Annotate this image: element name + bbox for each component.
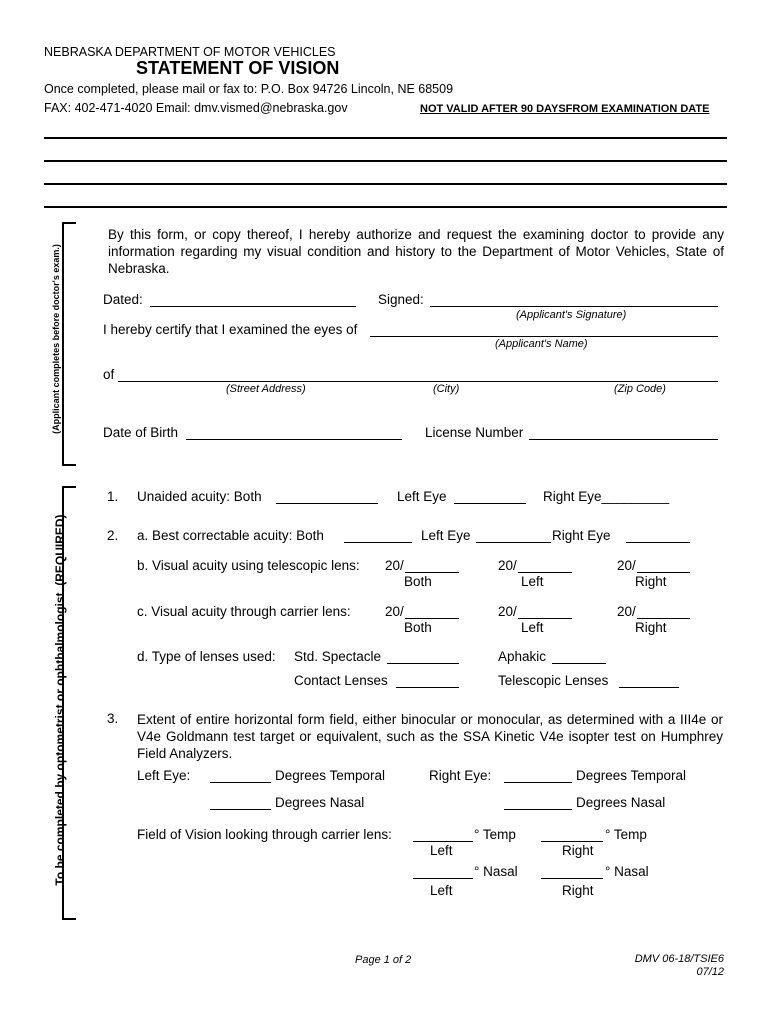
agency-name: NEBRASKA DEPARTMENT OF MOTOR VEHICLES bbox=[44, 45, 336, 59]
dated-field[interactable] bbox=[150, 306, 356, 307]
dob-field[interactable] bbox=[186, 439, 402, 440]
city-caption: (City) bbox=[433, 383, 460, 395]
q2b-right-prefix: 20/ bbox=[617, 558, 636, 573]
name-caption: (Applicant's Name) bbox=[495, 338, 588, 350]
form-code: DMV 06-18/TSIE6 bbox=[634, 953, 724, 965]
header-rule-4 bbox=[44, 206, 727, 208]
certify-label: I hereby certify that I examined the eyes of bbox=[103, 322, 358, 337]
carrier-right-nasal-field[interactable] bbox=[541, 878, 603, 879]
license-number-field[interactable] bbox=[529, 439, 718, 440]
left-temporal-field[interactable] bbox=[210, 782, 271, 783]
q2c-label: c. Visual acuity through carrier lens: bbox=[137, 604, 351, 619]
left-nasal-label: Degrees Nasal bbox=[275, 795, 365, 810]
signed-label: Signed: bbox=[378, 292, 424, 307]
q3-number: 3. bbox=[107, 711, 119, 726]
contact-lenses-field[interactable] bbox=[396, 687, 459, 688]
applicant-section-bracket bbox=[62, 222, 76, 466]
q2a-label: a. Best correctable acuity: Both bbox=[137, 528, 324, 543]
carrier-right-temp-caption: Right bbox=[562, 843, 594, 858]
q2a-right-eye-field[interactable] bbox=[626, 542, 690, 543]
page-number: Page 1 of 2 bbox=[355, 954, 412, 966]
q1-both-field[interactable] bbox=[276, 503, 378, 504]
q2a-left-eye-field[interactable] bbox=[476, 542, 551, 543]
q2c-left-caption: Left bbox=[521, 620, 544, 635]
q2c-right-caption: Right bbox=[635, 620, 667, 635]
carrier-left-nasal-caption: Left bbox=[430, 883, 453, 898]
carrier-left-temp-label: ° Temp bbox=[474, 827, 516, 842]
std-spectacle-label: Std. Spectacle bbox=[294, 649, 382, 664]
doctor-side-label: To be completed by optometrist or ophthalmologist. (REQUIRED) bbox=[53, 514, 67, 886]
right-temporal-label: Degrees Temporal bbox=[576, 768, 687, 783]
q2b-left-field[interactable] bbox=[518, 572, 572, 573]
contact-lenses-label: Contact Lenses bbox=[294, 673, 388, 688]
validity-notice: NOT VALID AFTER 90 DAYSFROM EXAMINATION DATE bbox=[420, 103, 710, 115]
dob-label: Date of Birth bbox=[103, 425, 179, 440]
q2-number: 2. bbox=[107, 528, 119, 543]
mail-instructions: Once completed, please mail or fax to: P.O. Box 94726 Lincoln, NE 68509 bbox=[44, 82, 454, 96]
carrier-right-nasal-label: ° Nasal bbox=[605, 864, 649, 879]
q2b-left-prefix: 20/ bbox=[498, 558, 517, 573]
dated-label: Dated: bbox=[103, 292, 143, 307]
signature-field[interactable] bbox=[430, 306, 718, 307]
right-temporal-field[interactable] bbox=[504, 782, 572, 783]
carrier-left-nasal-field[interactable] bbox=[413, 878, 473, 879]
q2c-left-field[interactable] bbox=[518, 618, 572, 619]
q3-right-eye-label: Right Eye: bbox=[429, 768, 492, 783]
q1-right-eye-label[interactable]: Right Eye_________ bbox=[543, 489, 670, 504]
q2c-both-caption: Both bbox=[404, 620, 432, 635]
q2b-both-prefix: 20/ bbox=[385, 558, 404, 573]
q1-left-eye-label: Left Eye bbox=[397, 489, 447, 504]
applicant-side-label: (Applicant completes before doctor's exam.) bbox=[51, 244, 61, 434]
signature-caption: (Applicant's Signature) bbox=[516, 309, 627, 321]
left-temporal-label: Degrees Temporal bbox=[275, 768, 386, 783]
carrier-left-temp-caption: Left bbox=[430, 843, 453, 858]
q2b-right-caption: Right bbox=[635, 574, 667, 589]
carrier-right-nasal-caption: Right bbox=[562, 883, 594, 898]
applicant-name-field[interactable] bbox=[370, 336, 718, 337]
carrier-right-temp-field[interactable] bbox=[541, 841, 603, 842]
q3-left-eye-label: Left Eye: bbox=[137, 768, 191, 783]
telescopic-lenses-label: Telescopic Lenses bbox=[498, 673, 609, 688]
q2d-label: d. Type of lenses used: bbox=[137, 649, 276, 664]
q2c-both-prefix: 20/ bbox=[385, 604, 404, 619]
header-rule-3 bbox=[44, 183, 727, 185]
q2c-right-field[interactable] bbox=[637, 618, 690, 619]
address-field[interactable] bbox=[118, 381, 718, 382]
aphakic-field[interactable] bbox=[552, 663, 606, 664]
q2c-both-field[interactable] bbox=[405, 618, 459, 619]
street-caption: (Street Address) bbox=[226, 383, 306, 395]
q2c-right-prefix: 20/ bbox=[617, 604, 636, 619]
form-date: 07/12 bbox=[696, 966, 724, 978]
of-label: of bbox=[103, 367, 115, 382]
q3-text: Extent of entire horizontal form field, either binocular or monocular, as determined with a III4e or V4e Goldmann test target or equivalent, such as the SSA Kinetic V4e isopter test on Humphrey Field Analyzers. bbox=[137, 712, 723, 761]
q2c-left-prefix: 20/ bbox=[498, 604, 517, 619]
fax-email-line: FAX: 402-471-4020 Email: dmv.vismed@nebraska.gov bbox=[44, 101, 348, 115]
header-rule-2 bbox=[44, 160, 727, 162]
aphakic-label: Aphakic bbox=[498, 649, 547, 664]
telescopic-lenses-field[interactable] bbox=[619, 687, 679, 688]
header-rule-1 bbox=[44, 137, 727, 139]
q2a-left-eye-label: Left Eye bbox=[421, 528, 471, 543]
zip-caption: (Zip Code) bbox=[614, 383, 666, 395]
right-nasal-label: Degrees Nasal bbox=[576, 795, 666, 810]
q2b-left-caption: Left bbox=[521, 574, 544, 589]
q2b-label: b. Visual acuity using telescopic lens: bbox=[137, 558, 360, 573]
q2a-both-field[interactable] bbox=[344, 542, 412, 543]
license-label: License Number bbox=[425, 425, 524, 440]
q2b-both-caption: Both bbox=[404, 574, 432, 589]
carrier-right-temp-label: ° Temp bbox=[605, 827, 647, 842]
authorization-text: By this form, or copy thereof, I hereby authorize and request the examining doctor to provide any information regarding my visual condition and history to the Department of Motor Vehicles, State of Nebraska. bbox=[108, 227, 724, 276]
q2b-right-field[interactable] bbox=[637, 572, 690, 573]
carrier-lens-label: Field of Vision looking through carrier lens: bbox=[137, 827, 392, 842]
q1-label: Unaided acuity: Both bbox=[137, 489, 262, 504]
left-nasal-field[interactable] bbox=[210, 809, 271, 810]
right-nasal-field[interactable] bbox=[504, 809, 572, 810]
q1-number: 1. bbox=[107, 489, 119, 504]
q2b-both-field[interactable] bbox=[405, 572, 459, 573]
q1-left-eye-field[interactable] bbox=[454, 503, 526, 504]
form-title: STATEMENT OF VISION bbox=[136, 58, 340, 78]
carrier-left-temp-field[interactable] bbox=[413, 841, 473, 842]
carrier-left-nasal-label: ° Nasal bbox=[474, 864, 518, 879]
std-spectacle-field[interactable] bbox=[387, 663, 459, 664]
q2a-right-eye-label: Right Eye bbox=[552, 528, 611, 543]
